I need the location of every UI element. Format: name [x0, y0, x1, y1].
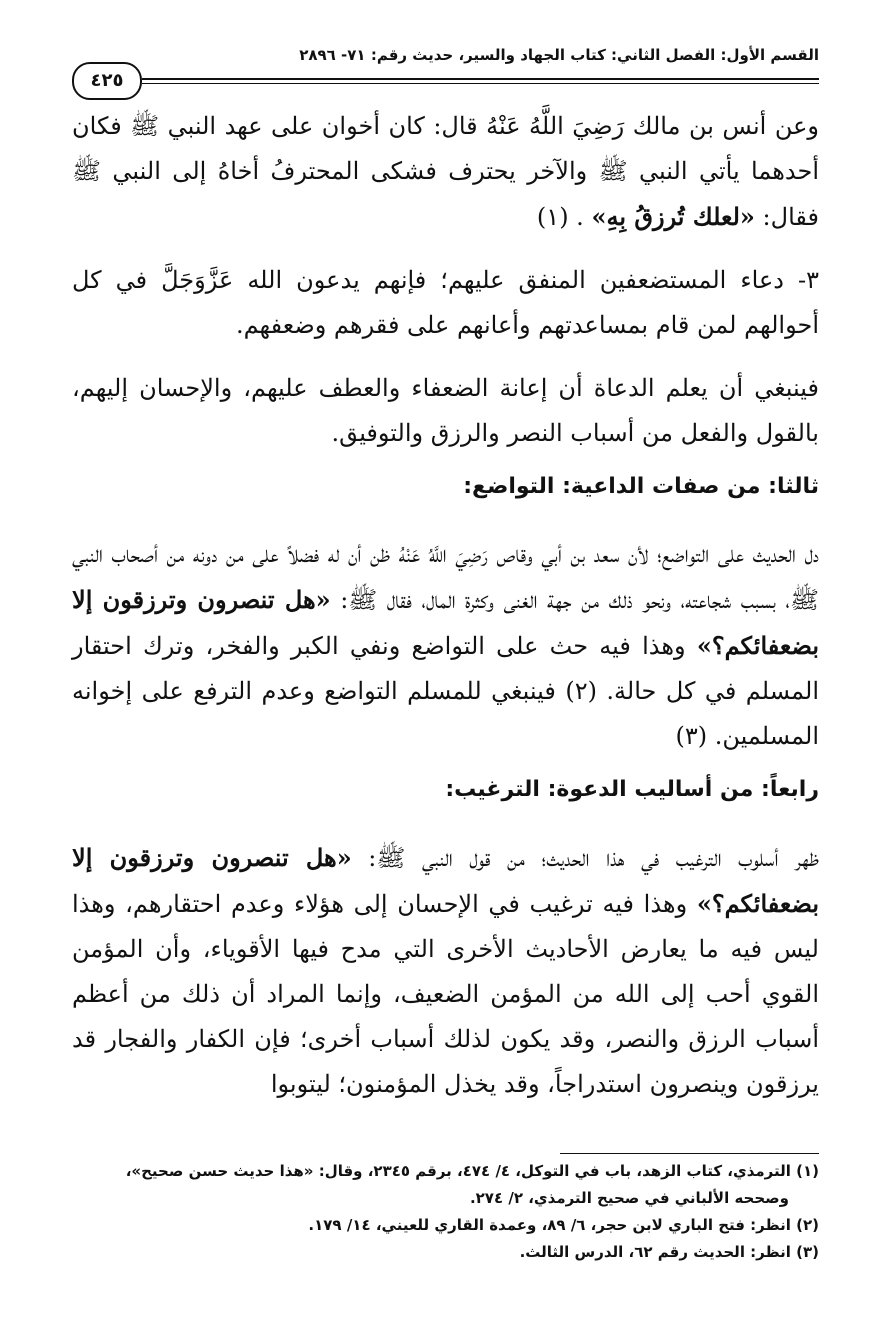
footnote-1-continued: وصححه الألباني في صحيح الترمذي، ٢/ ٢٧٤. [469, 1189, 789, 1207]
paragraph-anas-hadith [72, 104, 819, 240]
footnote-2: (٢) انظر: فتح الباري لابن حجر، ٦/ ٨٩، وعمدة القاري للعيني، ١٤/ ١٧٩. [308, 1216, 819, 1234]
paragraph-helping-weak: فينبغي أن يعلم الدعاة أن إعانة الضعفاء والعطف عليهم، والإحسان إليهم، بالقول والفعل من أسباب النصر والرزق والتوفيق. [72, 374, 819, 447]
running-header: القسم الأول: الفصل الثاني: كتاب الجهاد والسير، حديث رقم: ٧١- ٢٨٩٦ [299, 46, 819, 64]
paragraph-text: دل الحديث على التواضع؛ لأن سعد بن أبي وقاص رَضِيَ اللَّهُ عَنْهُ ظن أن له فضلاً على من دونه من أصحاب النبي ﷺ، بسبب شجاعته، ونحو ذلك من جهة الغنى وكثرة المال، فقال ﷺ: [72, 540, 819, 614]
main-text [72, 104, 819, 1107]
page-number: ٤٢٥ [72, 62, 142, 100]
paragraph-encouragement [72, 835, 819, 1107]
paragraph-humility [72, 532, 819, 759]
section-heading-humility: ثالثا: من صفات الداعية: التواضع: [463, 474, 819, 499]
paragraph-text: وهذا فيه حث على التواضع ونفي الكبر والفخر، وترك احتقار المسلم في كل حالة. (٢) فينبغي للمسلم التواضع وعدم الترفع على إخوانه المسلمين. (٣) [72, 632, 819, 750]
hadith-quote: «هل تنصرون وترزقون إلا بضعفائكم؟» [72, 585, 819, 660]
header-rule [142, 78, 819, 84]
section-heading-encouragement: رابعاً: من أساليب الدعوة: الترغيب: [445, 777, 819, 802]
hadith-quote: «هل تنصرون وترزقون إلا بضعفائكم؟» [72, 843, 819, 918]
footnote-3: (٣) انظر: الحديث رقم ٦٢، الدرس الثالث. [519, 1243, 819, 1261]
hadith-quote: «لعلك تُرزقُ بِهِ» [591, 202, 755, 231]
footnote-rule [560, 1153, 819, 1154]
footnotes [72, 1158, 819, 1266]
paragraph-text: وهذا فيه ترغيب في الإحسان إلى هؤلاء وعدم احتقارهم، وهذا ليس فيه ما يعارض الأحاديث الأخرى التي مدح فيها الأقوياء، وأن المؤمن القوي أحب إلى الله من المؤمن الضعيف، وإنما المراد أن ذلك من أعظم أسباب الرزق والنصر، وقد يكون لذلك أسباب أخرى؛ فإن الكفار والفجار قد يرزقون وينصرون استدراجاً، وقد يخذل المؤمنون؛ ليتوبوا [72, 890, 820, 1098]
paragraph-text: ظهر أسلوب الترغيب في هذا الحديث؛ من قول النبي ﷺ: [368, 844, 819, 872]
paragraph-supplication: ٣- دعاء المستضعفين المنفق عليهم؛ فإنهم يدعون الله عَزَّوَجَلَّ في كل أحوالهم لمن قام بمساعدتهم وأعانهم على فقرهم وضعفهم. [72, 266, 819, 339]
footnote-1: (١) الترمذي، كتاب الزهد، باب في التوكل، ٤/ ٤٧٤، برقم ٢٣٤٥، وقال: «هذا حديث حسن صحيح»، [125, 1162, 819, 1180]
paragraph-text: وعن أنس بن مالك رَضِيَ اللَّهُ عَنْهُ قال: كان أخوان على عهد النبي ﷺ فكان أحدهما يأتي النبي ﷺ والآخر يحترف فشكى المحترفُ أخاهُ إلى النبي ﷺ فقال: [72, 112, 819, 231]
footnote-ref: . (١) [536, 203, 584, 231]
